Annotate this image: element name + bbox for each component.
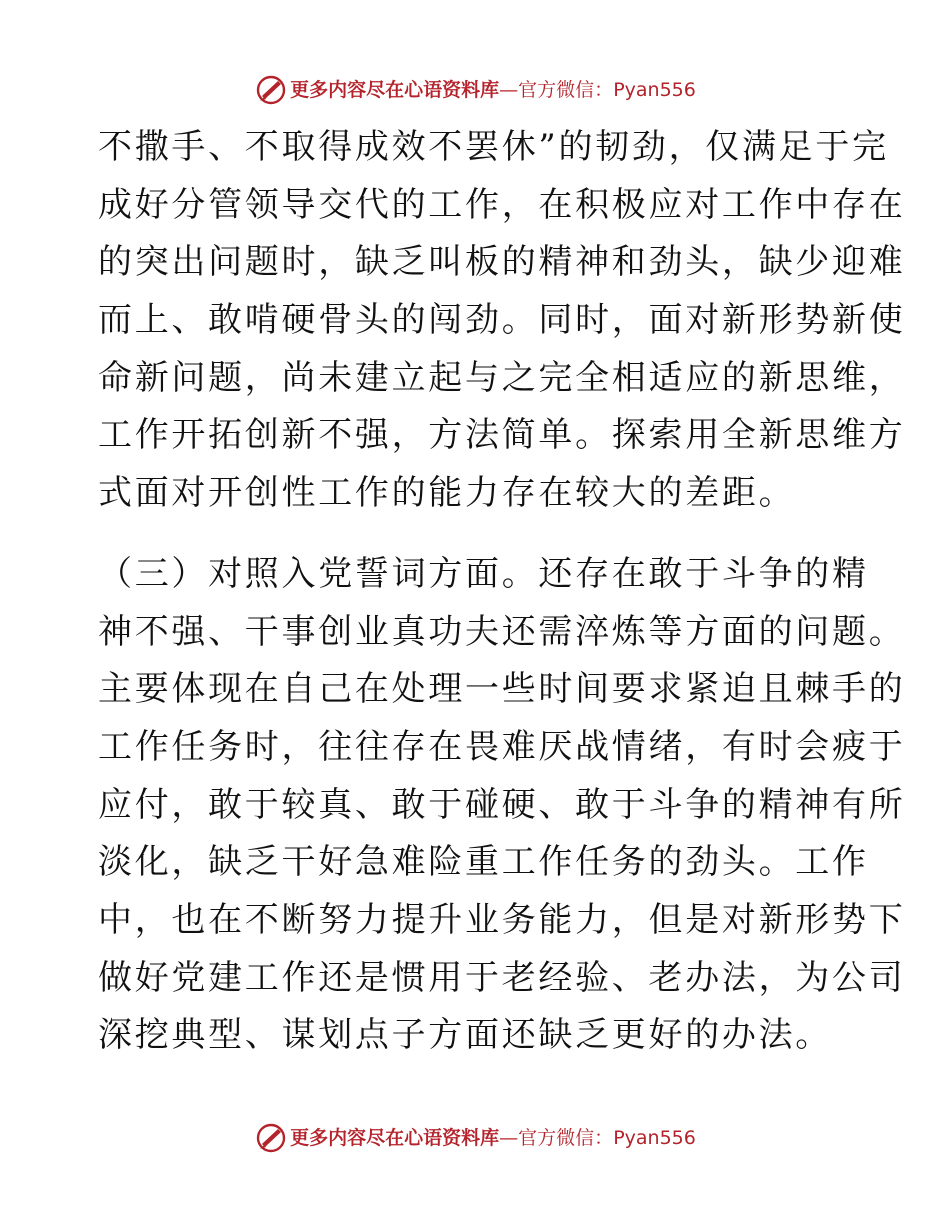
text-line: 做好党建工作还是惯用于老经验、老办法，为公司 [98, 957, 906, 998]
header-wechat-id: Pyan556 [613, 78, 696, 101]
brand-logo-icon [254, 1121, 288, 1155]
text-line: 不撒手、不取得成效不罢休”的韧劲，仅满足于完 [98, 127, 889, 167]
text-line: 应付，敢于较真、敢于碰硬、敢于斗争的精神有所 [98, 784, 906, 825]
text-line: 主要体现在自己在处理一些时间要求紧迫且棘手的 [98, 669, 906, 710]
text-line: 深挖典型、谋划点子方面还缺乏更好的办法。 [98, 1015, 832, 1056]
footer-banner-separator: — [499, 1126, 519, 1149]
text-line: 工作任务时，往往存在畏难厌战情绪，有时会疲于 [98, 726, 906, 767]
text-line: 成好分管领导交代的工作，在积极应对工作中存在 [98, 184, 906, 225]
text-line: （三）对照入党誓词方面。还存在敢于斗争的精 [98, 553, 869, 594]
paragraph [98, 546, 906, 1065]
text-line: 中，也在不断努力提升业务能力，但是对新形势下 [98, 899, 906, 940]
footer-banner-text: 更多内容尽在心语资料库 [290, 1126, 500, 1149]
footer-wechat-label: 官方微信： [518, 1126, 614, 1149]
text-line: 的突出问题时，缺乏叫板的精神和劲头，缺少迎难 [98, 242, 906, 283]
text-line: 式面对开创性工作的能力存在较大的差距。 [98, 473, 796, 514]
text-line: 命新问题，尚未建立起与之完全相适应的新思维， [98, 357, 906, 398]
header-banner-text: 更多内容尽在心语资料库 [290, 78, 500, 101]
brand-logo-icon [254, 73, 288, 107]
text-line: 工作开拓创新不强，方法简单。探索用全新思维方 [98, 415, 906, 456]
footer-banner [0, 1118, 950, 1158]
text-line: 淡化，缺乏干好急难险重工作任务的劲头。工作 [98, 842, 869, 883]
text-line: 而上、敢啃硬骨头的闯劲。同时，面对新形势新使 [98, 300, 906, 341]
document-body [98, 119, 906, 1065]
header-wechat-label: 官方微信： [518, 78, 614, 101]
header-banner-separator: — [499, 78, 519, 101]
paragraph [98, 119, 906, 523]
footer-wechat-id: Pyan556 [613, 1126, 696, 1149]
text-line: 神不强、干事创业真功夫还需淬炼等方面的问题。 [98, 611, 906, 652]
header-banner [0, 70, 950, 110]
paragraph-spacer [98, 523, 858, 546]
